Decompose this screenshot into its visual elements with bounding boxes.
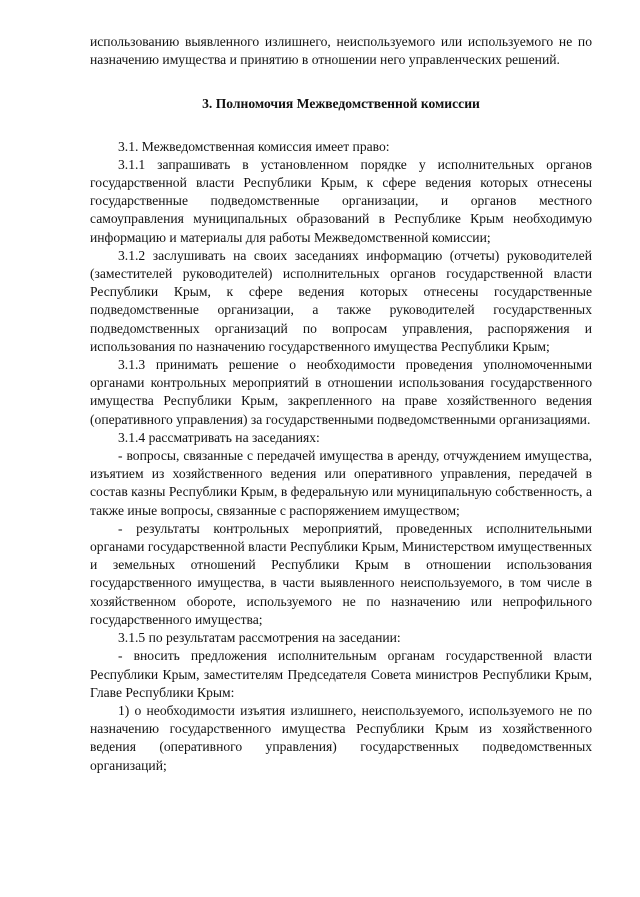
intro-paragraph: использованию выявленного излишнего, неиспользуемого или используемого не по назначению имущества и принятию в отношении него управленческих решений. xyxy=(90,34,592,68)
section-heading: 3. Полномочия Межведомственной комиссии xyxy=(202,96,480,112)
document-page xyxy=(90,33,592,775)
bullet-proposals: - вносить предложения исполнительным органам государственной власти Республики Крым, заместителям Председателя Совета министров Республики Крым, Главе Республики Крым: xyxy=(90,648,592,700)
paragraph-3-1-1: 3.1.1 запрашивать в установленном порядке у исполнительных органов государственной власти Республики Крым, к сфере ведения которых отнесены государственные подведомственные организации, и органов местного самоуправления муниципальных образований в Республике Крым необходимую информацию и материалы для работы Межведомственной комиссии; xyxy=(90,156,592,245)
item-1-withdrawal: 1) о необходимости изъятия излишнего, неиспользуемого, используемого не по назначению государственного имущества Республики Крым из хозяйственного ведения (оперативного управления) государственных подведомственных организаций; xyxy=(90,702,592,773)
bullet-control-results: - результаты контрольных мероприятий, проведенных исполнительными органами государственной власти Республики Крым, Министерством имущественных и земельных отношений Республики Крым в отношении использования государственного имущества, в части выявленного неиспользуемого, в том числе в хозяйственном обороте, используемого не по назначению или непрофильного государственного имущества; xyxy=(90,520,592,627)
paragraph-3-1-5: 3.1.5 по результатам рассмотрения на заседании: xyxy=(118,630,401,646)
bullet-property-issues: - вопросы, связанные с передачей имущества в аренду, отчуждением имущества, изъятием из хозяйственного ведения или оперативного управления, передачей в состав казны Республики Крым, в федеральную или муниципальную собственность, а также иные вопросы, связанные с распоряжением имуществом; xyxy=(90,448,592,518)
paragraph-3-1-3: 3.1.3 принимать решение о необходимости проведения уполномоченными органами контрольных мероприятий в отношении использования государственного имущества Республики Крым, закрепленного на праве хозяйственного ведения (оперативного управления) за государственными подведомственными организациями. xyxy=(90,357,592,427)
paragraph-3-1-2: 3.1.2 заслушивать на своих заседаниях информацию (отчеты) руководителей (заместителей руководителей) исполнительных органов государственной власти Республики Крым, к сфере ведения которых отнесены государственные подведомственные организации, а также руководителей государственных подведомственных организаций по вопросам управления, распоряжения и использования по назначению государственного имущества Республики Крым; xyxy=(90,247,592,354)
paragraph-3-1-4: 3.1.4 рассматривать на заседаниях: xyxy=(118,429,320,445)
paragraph-3-1: 3.1. Межведомственная комиссия имеет право: xyxy=(118,138,390,154)
